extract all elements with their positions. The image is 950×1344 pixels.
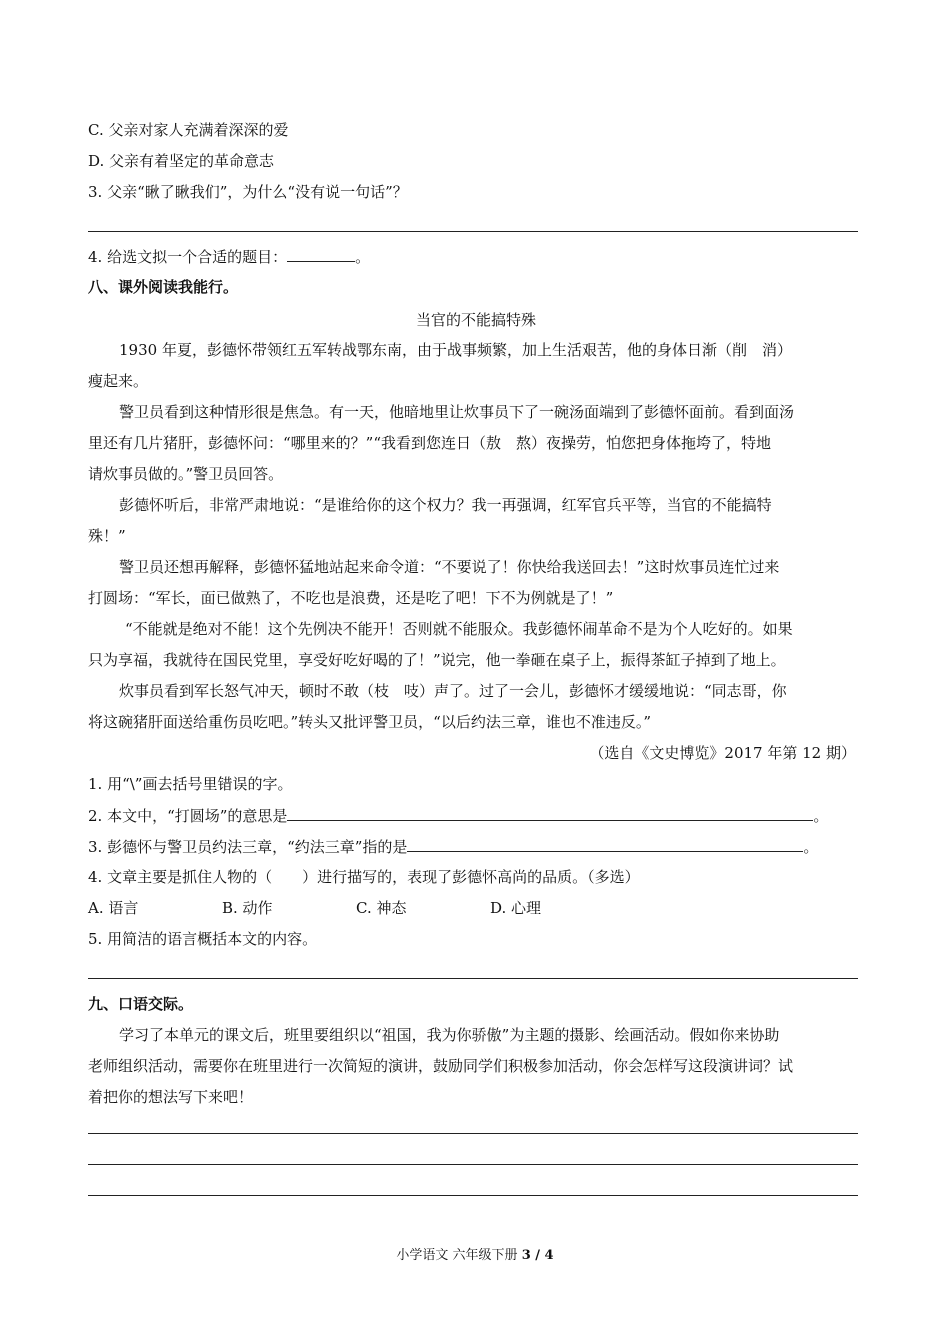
option-d[interactable]: D. 心理 — [490, 899, 542, 917]
article-title: 当官的不能搞特殊 — [415, 311, 536, 329]
paragraph-line: 瘦起来。 — [88, 372, 149, 390]
paragraph-line: 警卫员还想再解释，彭德怀猛地站起来命令道：“不要说了！你快给我送回去！”这时炊事员连忙过来 — [119, 558, 780, 576]
paragraph-line: 将这碗猪肝面送给重伤员吃吧。”转头又批评警卫员，“以后约法三章，谁也不准违反。” — [88, 713, 652, 731]
question-2-suffix: 。 — [813, 807, 829, 825]
paragraph-line: 彭德怀听后，非常严肃地说：“是谁给你的这个权力？我一再强调，红军官兵平等，当官的不能搞特 — [119, 496, 772, 514]
question-5: 5. 用简洁的语言概括本文的内容。 — [88, 930, 318, 948]
option-a[interactable]: A. 语言 — [88, 899, 139, 917]
question-2 — [88, 805, 828, 826]
question-3: 3. 父亲“瞅了瞅我们”，为什么“没有说一句话”？ — [88, 183, 408, 201]
title-blank[interactable] — [287, 246, 355, 262]
answer-line[interactable] — [88, 1195, 858, 1196]
question-3-text: 3. 彭德怀与警卫员约法三章，“约法三章”指的是 — [88, 838, 408, 856]
question-1: 1. 用“\”画去括号里错误的字。 — [88, 775, 293, 793]
section-8-heading: 八、课外阅读我能行。 — [88, 278, 239, 296]
paragraph-line: “不能就是绝对不能！这个先例决不能开！否则就不能服众。我彭德怀闹革命不是为个人吃好的。如果 — [125, 620, 793, 638]
question-4-text: 4. 给选文拟一个合适的题目： — [88, 248, 288, 266]
prompt-line: 学习了本单元的课文后，班里要组织以“祖国，我为你骄傲”为主题的摄影、绘画活动。假如你来协助 — [119, 1026, 780, 1044]
paragraph-line: 警卫员看到这种情形很是焦急。有一天，他暗地里让炊事员下了一碗汤面端到了彭德怀面前。看到面汤 — [119, 403, 795, 421]
paragraph-line: 请炊事员做的。”警卫员回答。 — [88, 465, 284, 483]
answer-line[interactable] — [88, 231, 858, 232]
question-2-text: 2. 本文中，“打圆场”的意思是 — [88, 807, 288, 825]
option-c[interactable]: C. 神态 — [356, 899, 407, 917]
article-source: （选自《文史博览》2017 年第 12 期） — [589, 744, 856, 762]
answer-line[interactable] — [88, 978, 858, 979]
paragraph-line: 炊事员看到军长怒气冲天，顿时不敢（枝 吱）声了。过了一会儿，彭德怀才缓缓地说：“同志哥，你 — [119, 682, 787, 700]
answer-blank[interactable] — [287, 805, 813, 821]
question-3 — [88, 836, 818, 857]
paragraph-line: 打圆场：“军长，面已做熟了，不吃也是浪费，还是吃了吧！下不为例就是了！” — [88, 589, 614, 607]
question-4-suffix: 。 — [355, 248, 371, 266]
option-d: D. 父亲有着坚定的革命意志 — [88, 152, 275, 170]
paragraph-line: 殊！” — [88, 527, 126, 545]
question-4 — [88, 246, 370, 267]
question-3-suffix: 。 — [803, 838, 819, 856]
paragraph-line: 只为享福，我就待在国民党里，享受好吃好喝的了！”说完，他一拳砸在桌子上，振得茶缸子掉到了地上。 — [88, 651, 786, 669]
paragraph-line: 1930 年夏，彭德怀带领红五军转战鄂东南，由于战事频繁，加上生活艰苦，他的身体日渐（削 消） — [119, 341, 792, 359]
question-4-options — [88, 898, 624, 918]
answer-line[interactable] — [88, 1164, 858, 1165]
question-4: 4. 文章主要是抓住人物的（ ）进行描写的，表现了彭德怀高尚的品质。（多选） — [88, 868, 640, 886]
answer-line[interactable] — [88, 1133, 858, 1134]
option-c: C. 父亲对家人充满着深深的爱 — [88, 121, 289, 139]
paragraph-line: 里还有几片猪肝，彭德怀问：“哪里来的？”“我看到您连日（敖 熬）夜操劳，怕您把身体拖垮了，特地 — [88, 434, 772, 452]
answer-blank[interactable] — [407, 836, 803, 852]
option-b[interactable]: B. 动作 — [222, 899, 273, 917]
page-number: 3 / 4 — [521, 1248, 554, 1263]
section-9-heading: 九、口语交际。 — [88, 995, 194, 1013]
prompt-line: 着把你的想法写下来吧！ — [88, 1088, 254, 1106]
prompt-line: 老师组织活动，需要你在班里进行一次简短的演讲，鼓励同学们积极参加活动，你会怎样写这段演讲词？试 — [88, 1057, 794, 1075]
footer-label: 小学语文 六年级下册 — [396, 1248, 522, 1263]
page-footer — [0, 1247, 950, 1265]
